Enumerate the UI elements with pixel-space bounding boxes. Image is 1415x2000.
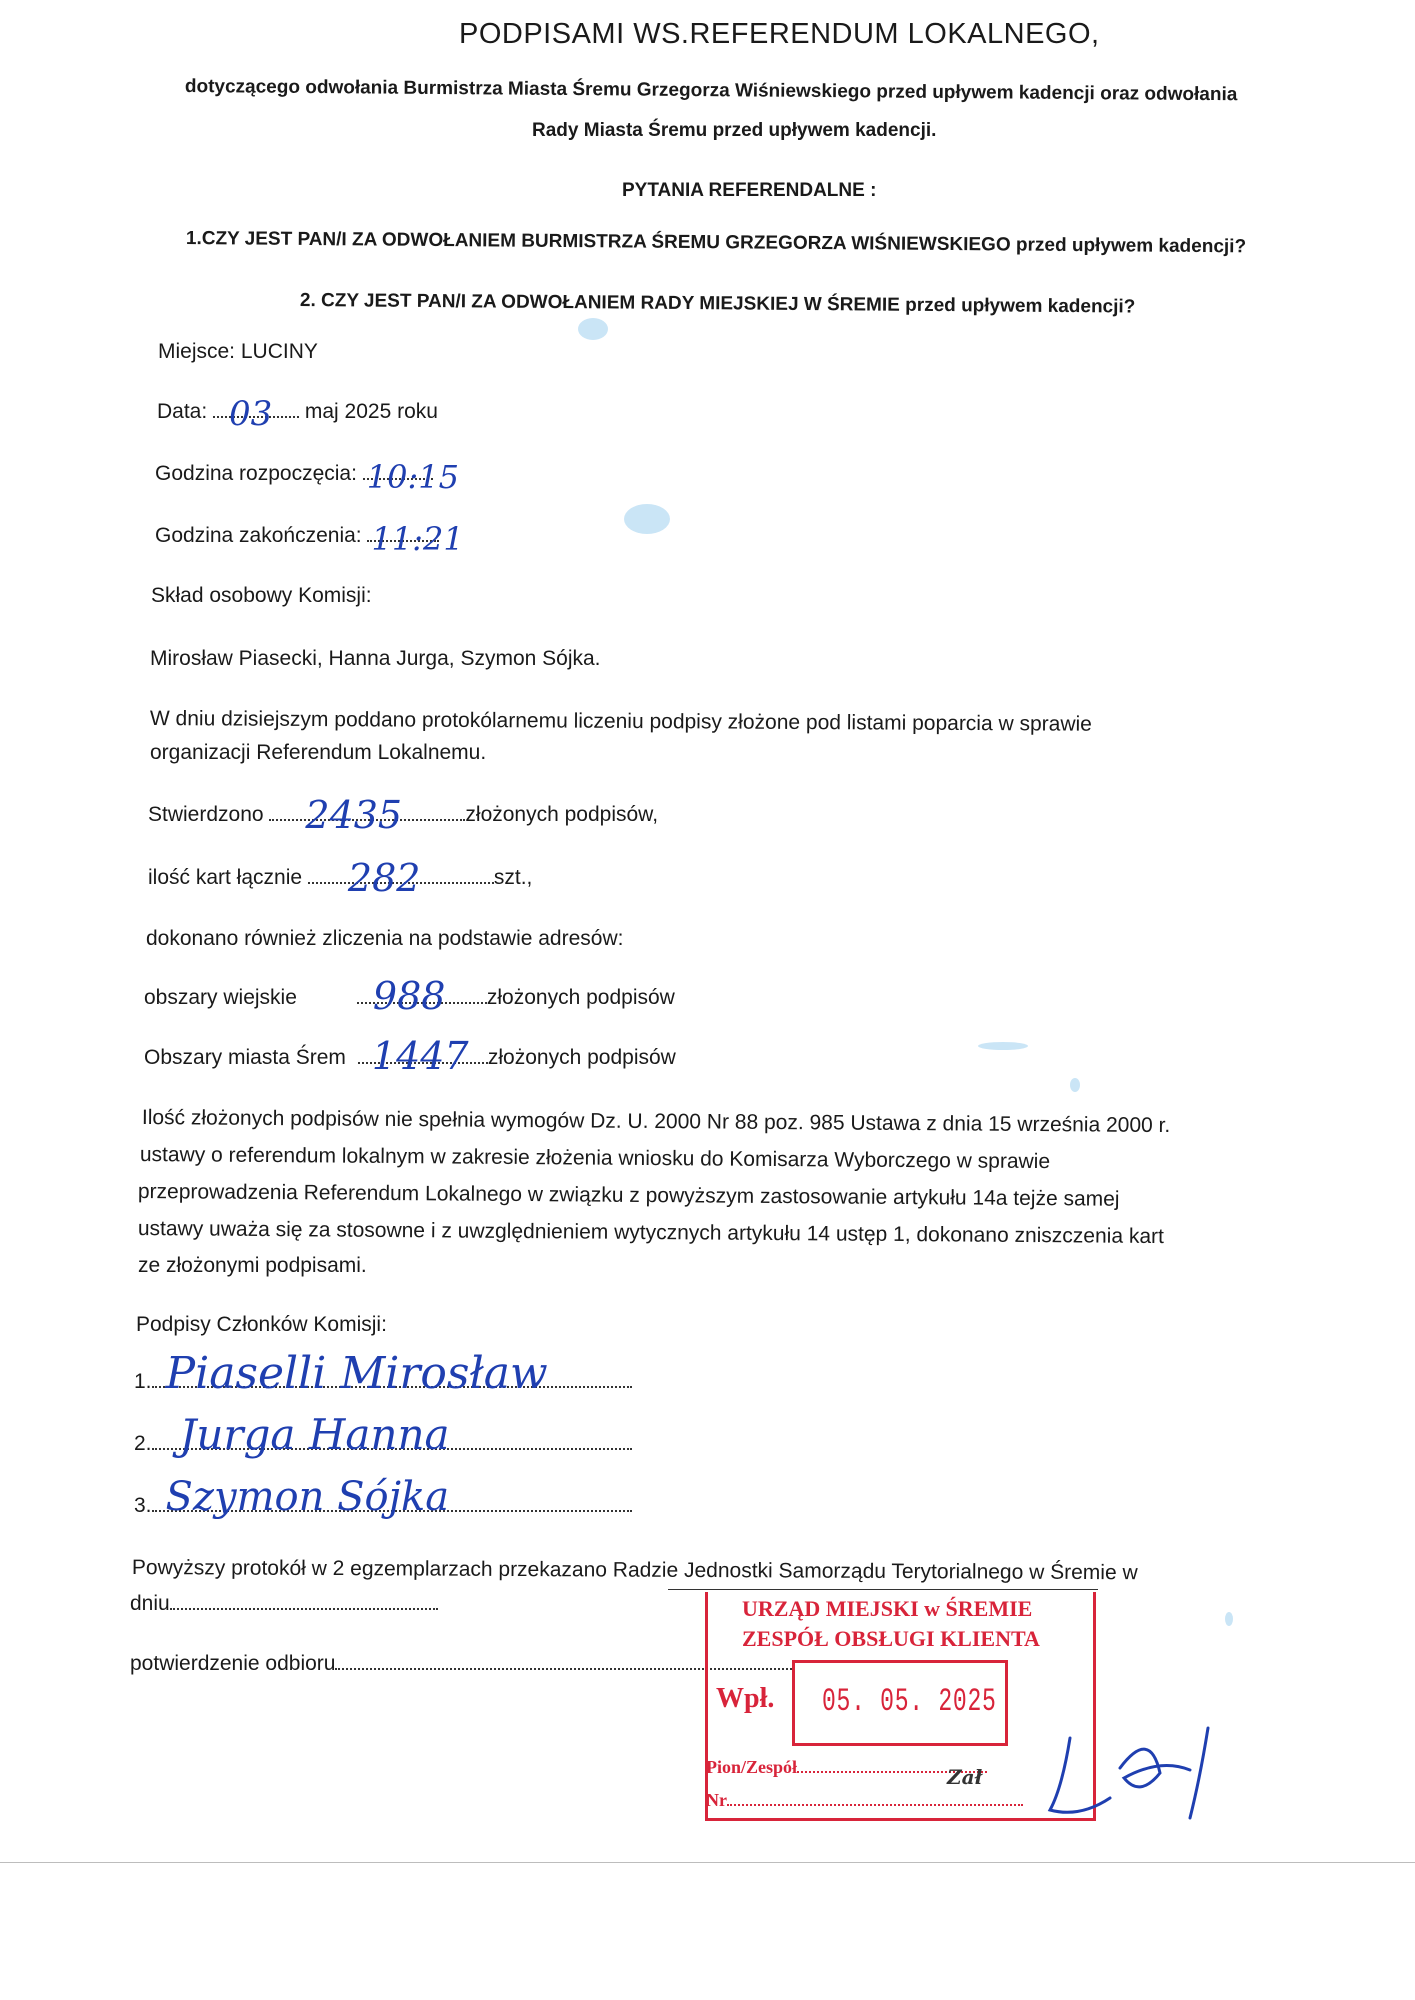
signatures-count-field	[148, 793, 659, 837]
scan-mark	[1225, 1612, 1233, 1626]
date-blank	[213, 394, 299, 434]
handover-date-blank	[170, 1608, 438, 1610]
stamp-pion-handwritten: Zał	[947, 1765, 983, 1789]
signature-2: Jurga Hanna	[179, 1410, 450, 1459]
receipt-signature-mark	[1040, 1718, 1230, 1828]
handover-date-label: dniu	[130, 1592, 170, 1615]
stamp-nr-label: Nr	[706, 1790, 727, 1810]
signatures-count-label: Stwierdzono	[148, 803, 270, 826]
signature-number-1: 1.	[134, 1370, 152, 1393]
date-label: Data:	[157, 400, 214, 423]
end-time-field	[155, 520, 464, 558]
rural-count-handwritten: 988	[372, 974, 446, 1018]
signature-row-3	[134, 1474, 632, 1520]
subtitle-line-2: Rady Miasta Śremu przed upływem kadencji.	[532, 120, 937, 141]
signature-number-2: 2.	[134, 1432, 152, 1455]
handover-line-1: Powyższy protokół w 2 egzemplarzach przekazano Radzie Jednostki Samorządu Terytorialnego w Śremie w	[131, 1556, 1138, 1585]
receipt-label: potwierdzenie odbioru	[130, 1652, 336, 1675]
cards-count-handwritten: 282	[347, 856, 421, 900]
start-time-handwritten: 10:15	[366, 458, 459, 496]
handover-date-field	[130, 1592, 438, 1616]
cards-count-blank	[308, 856, 494, 900]
question-2: 2. CZY JEST PAN/I ZA ODWOŁANIEM RADY MIEJSKIEJ W ŚREMIE przed upływem kadencji?	[299, 290, 1136, 318]
stamp-date: 05. 05. 2025	[822, 1683, 997, 1720]
cards-count-label: ilość kart łącznie	[148, 866, 308, 889]
city-count-suffix: złożonych podpisów	[487, 1046, 676, 1069]
handover-strike	[668, 1589, 1098, 1590]
scan-mark	[578, 318, 608, 340]
place-field: Miejsce: LUCINY	[158, 340, 318, 363]
start-time-label: Godzina rozpoczęcia:	[155, 462, 363, 485]
stamp-nr-field	[706, 1790, 1023, 1811]
stamp-nr-blank	[727, 1804, 1023, 1806]
start-time-field	[155, 458, 459, 496]
signature-line-1	[152, 1348, 632, 1399]
rural-count-field	[144, 974, 675, 1018]
signatures-count-handwritten: 2435	[305, 793, 403, 837]
city-count-handwritten: 1447	[371, 1034, 469, 1078]
signature-line-2	[152, 1410, 632, 1459]
date-suffix: maj 2025 roku	[304, 400, 438, 423]
signatures-count-blank	[269, 793, 465, 837]
stamp-team-name: ZESPÓŁ OBSŁUGI KLIENTA	[742, 1626, 1040, 1651]
start-time-blank	[363, 458, 459, 496]
address-count-intro: dokonano również zliczenia na podstawie adresów:	[146, 927, 624, 950]
signature-1: Piaselli Mirosław	[165, 1348, 548, 1399]
end-time-blank	[367, 520, 464, 558]
scan-mark	[1070, 1078, 1080, 1092]
stamp-pion-field	[706, 1757, 987, 1789]
stamp-office-name: URZĄD MIEJSKI w ŚREMIE	[742, 1596, 1033, 1621]
signatures-label: Podpisy Członków Komisji:	[136, 1313, 387, 1336]
signature-row-1	[134, 1348, 632, 1399]
signature-3: Szymon Sójka	[165, 1474, 450, 1520]
rural-count-blank	[357, 974, 487, 1018]
conclusion-line-2: ustawy o referendum lokalnym w zakresie złożenia wniosku do Komisarza Wyborczego w sprawie	[139, 1143, 1051, 1174]
scan-mark	[978, 1042, 1028, 1050]
scan-mark	[624, 504, 670, 534]
rural-count-label: obszary wiejskie	[144, 986, 297, 1009]
committee-members: Mirosław Piasecki, Hanna Jurga, Szymon Sójka.	[150, 647, 601, 670]
city-count-blank	[358, 1034, 488, 1078]
signature-line-3	[152, 1474, 632, 1520]
conclusion-line-1: Ilość złożonych podpisów nie spełnia wymogów Dz. U. 2000 Nr 88 poz. 985 Ustawa z dnia 15 września 2000 r.	[141, 1106, 1171, 1138]
cards-count-field	[148, 856, 533, 900]
committee-label: Skład osobowy Komisji:	[151, 584, 372, 607]
signature-number-3: 3.	[134, 1494, 152, 1517]
city-count-field	[144, 1034, 676, 1078]
receipt-field	[130, 1652, 795, 1676]
counting-intro-line-2: organizacji Referendum Lokalnemu.	[150, 741, 487, 764]
city-count-label: Obszary miasta Śrem	[144, 1046, 346, 1069]
conclusion-line-3: przeprowadzenia Referendum Lokalnego w związku z powyższym zastosowanie artykułu 14a tejże samej	[137, 1180, 1120, 1211]
conclusion-line-5: ze złożonymi podpisami.	[138, 1254, 367, 1277]
date-handwritten: 03	[229, 394, 273, 434]
questions-heading: PYTANIA REFERENDALNE :	[622, 180, 877, 201]
conclusion-line-4: ustawy uważa się za stosowne i z uwzględnieniem wytycznych artykułu 14 ustęp 1, dokonano zniszczenia kart	[137, 1217, 1164, 1249]
question-1: 1.CZY JEST PAN/I ZA ODWOŁANIEM BURMISTRZA ŚREMU GRZEGORZA WIŚNIEWSKIEGO przed upływem kadencji?	[185, 228, 1247, 258]
date-field	[157, 394, 438, 434]
signature-row-2	[134, 1410, 632, 1459]
stamp-pion-label: Pion/Zespół	[706, 1757, 798, 1777]
scan-edge-line	[0, 1862, 1415, 1863]
cards-count-suffix: szt.,	[493, 866, 533, 889]
end-time-label: Godzina zakończenia:	[155, 524, 368, 547]
stamp-received-label: Wpł.	[716, 1683, 775, 1714]
document-title: PODPISAMI WS.REFERENDUM LOKALNEGO,	[459, 18, 1100, 50]
stamp-pion-blank	[797, 1765, 987, 1789]
rural-count-suffix: złożonych podpisów	[486, 986, 675, 1009]
end-time-handwritten: 11:21	[371, 520, 464, 558]
subtitle-line-1: dotyczącego odwołania Burmistrza Miasta Śremu Grzegorza Wiśniewskiego przed upływem kadencji oraz odwołania	[184, 76, 1238, 106]
counting-intro-line-1: W dniu dzisiejszym poddano protokólarnemu liczeniu podpisy złożone pod listami poparcia w sprawie	[149, 707, 1092, 736]
signatures-count-suffix: złożonych podpisów,	[465, 803, 659, 826]
